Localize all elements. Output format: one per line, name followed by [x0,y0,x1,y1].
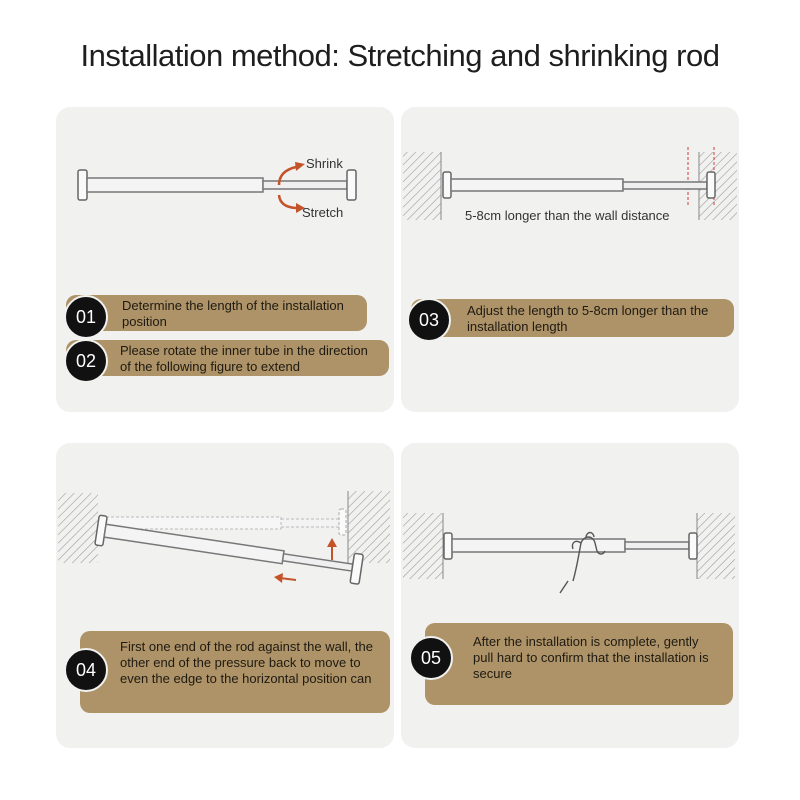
step-03-badge: 03 [407,298,451,342]
step-02-text: Please rotate the inner tube in the direction of the following figure to extend [120,343,368,374]
step-05-badge: 05 [409,636,453,680]
rod-secure-illustration [401,443,739,643]
step-02-badge: 02 [64,339,108,383]
step-04-badge: 04 [64,648,108,692]
stretch-label: Stretch [302,205,344,220]
rod-rotate-illustration [56,107,394,307]
step-04-pill [80,631,390,713]
page-title: Installation method: Stretching and shrinking rod [80,38,720,73]
longer-note: 5-8cm longer than the wall distance [465,208,670,223]
step-04-text: First one end of the rod against the wall, the other end of the pressure back to move to even the edge to the horizontal position can [120,639,373,686]
step-03-text: Adjust the length to 5-8cm longer than the installation length [467,303,709,334]
shrink-label: Shrink [306,156,343,171]
step-03-pill [411,299,734,337]
step-panel-2 [401,107,739,412]
step-05-text: After the installation is complete, gently pull hard to confirm that the installation is secure [473,634,709,681]
step-02-pill [66,340,389,376]
step-panel-4 [401,443,739,748]
step-05-pill [425,623,733,705]
rod-length-illustration [401,107,739,307]
step-panel-1 [56,107,394,412]
step-panel-3 [56,443,394,748]
step-01-text: Determine the length of the installation position [122,298,344,329]
rod-tilt-illustration [56,443,394,643]
step-01-badge: 01 [64,295,108,339]
step-01-pill [66,295,367,331]
